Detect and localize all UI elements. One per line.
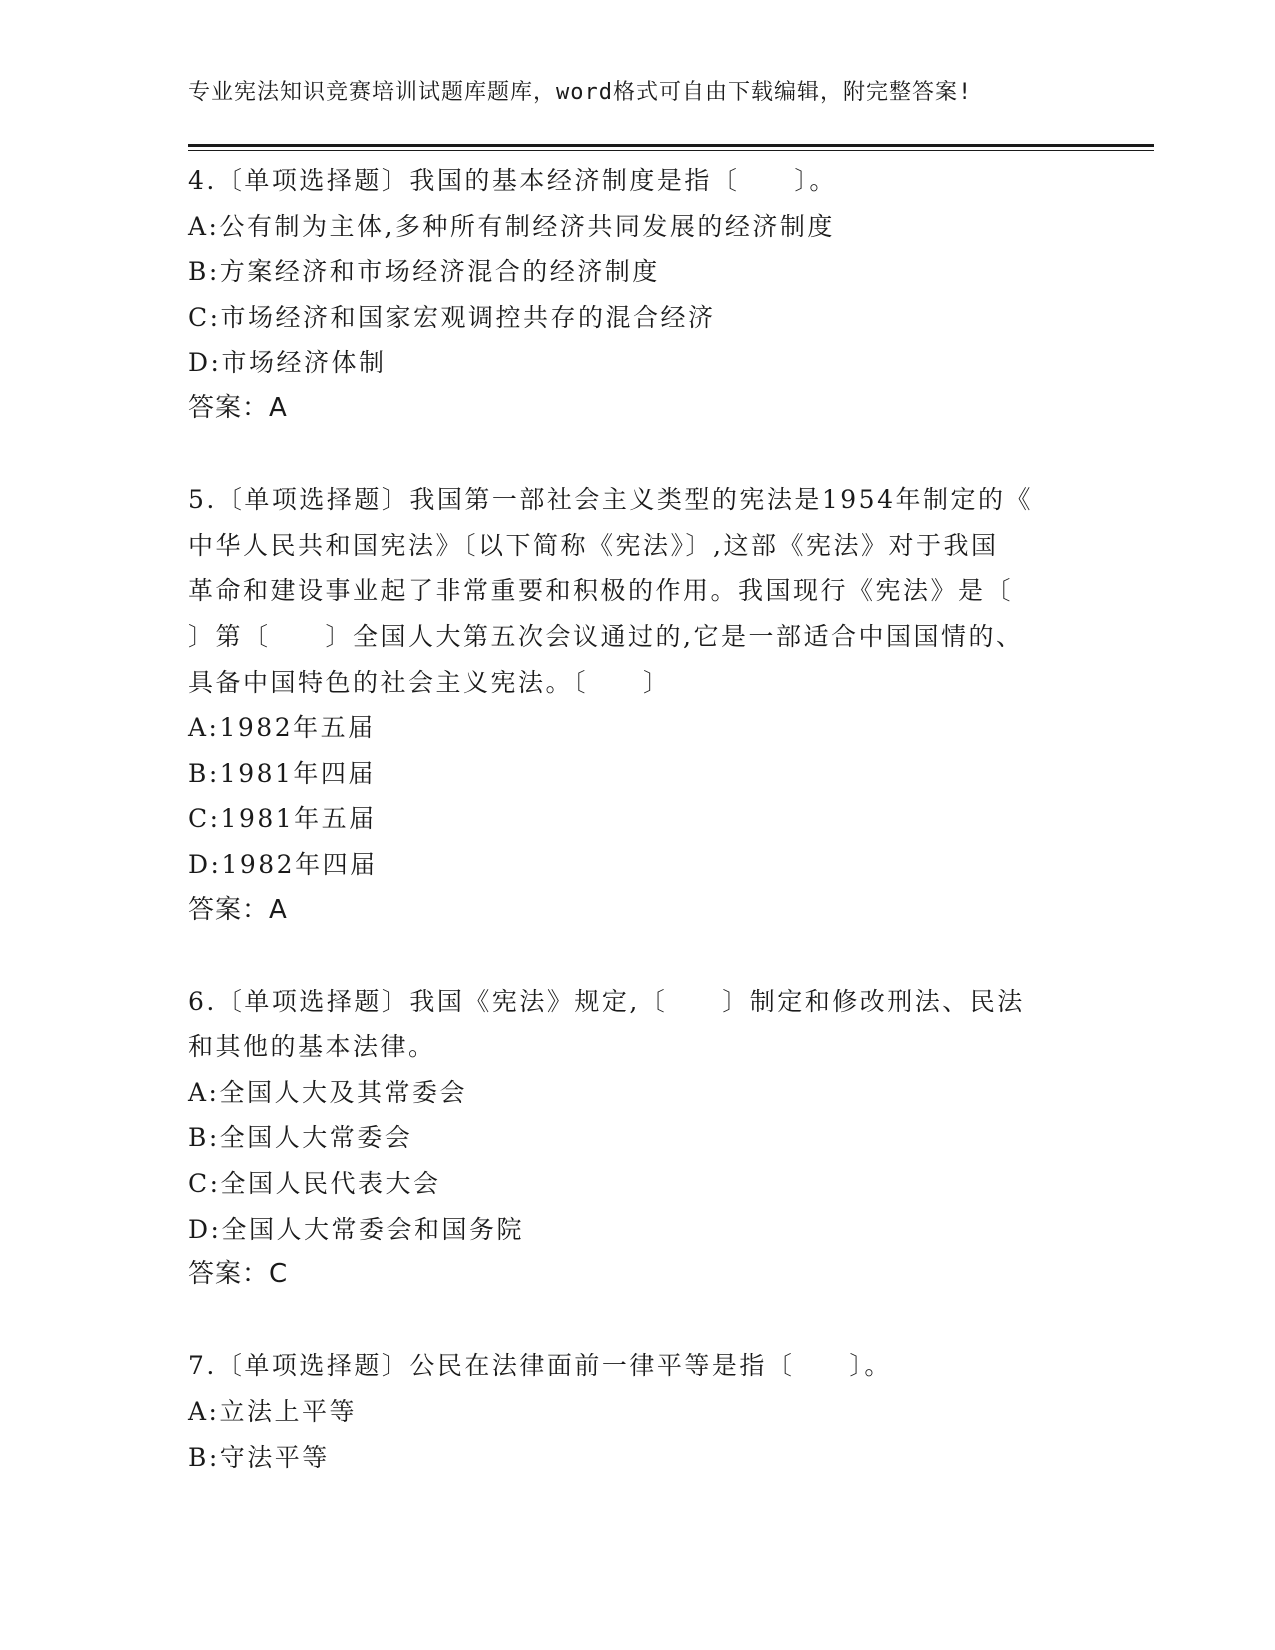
question-stem-line: 革命和建设事业起了非常重要和积极的作用。我国现行《宪法》是〔 — [188, 576, 1014, 606]
question-stem-line: 〕第〔 〕全国人大第五次会议通过的,它是一部适合中国国情的、 — [188, 621, 1024, 651]
option-d: D:1982年四届 — [188, 849, 378, 879]
option-b: B:方案经济和市场经济混合的经济制度 — [188, 257, 660, 287]
answer-line: 答案：A — [188, 894, 288, 925]
question-stem-line: 7.〔单项选择题〕公民在法律面前一律平等是指〔 〕。 — [188, 1351, 892, 1381]
option-b: B:守法平等 — [188, 1442, 330, 1472]
option-a: A:全国人大及其常委会 — [188, 1077, 467, 1107]
question-stem-line: 4.〔单项选择题〕我国的基本经济制度是指〔 〕。 — [188, 166, 837, 195]
option-b: B:全国人大常委会 — [188, 1123, 413, 1153]
question-stem-line: 和其他的基本法律。 — [188, 1032, 436, 1062]
option-d: D:全国人大常委会和国务院 — [188, 1214, 524, 1244]
option-a: A:立法上平等 — [188, 1397, 357, 1427]
question-spacer — [188, 933, 1088, 979]
question-block — [188, 158, 1088, 432]
header-divider-thin — [188, 150, 1154, 151]
question-stem-line: 5.〔单项选择题〕我国第一部社会主义类型的宪法是1954年制定的《 — [188, 485, 1033, 515]
option-d: D:市场经济体制 — [188, 348, 387, 378]
question-block — [188, 979, 1088, 1298]
header-divider-thick — [188, 144, 1154, 147]
answer-line: 答案：A — [188, 392, 288, 423]
answer-line: 答案：C — [188, 1259, 289, 1290]
option-c: C:市场经济和国家宏观调控共存的混合经济 — [188, 302, 716, 332]
option-c: C:1981年五届 — [188, 804, 377, 834]
question-block — [188, 1343, 1088, 1480]
option-b: B:1981年四届 — [188, 758, 376, 788]
page-header: 专业宪法知识竞赛培训试题库题库，word格式可自由下载编辑，附完整答案! — [188, 80, 973, 105]
question-stem-line: 具备中国特色的社会主义宪法。〔 〕 — [188, 667, 671, 697]
option-c: C:全国人民代表大会 — [188, 1169, 441, 1199]
question-stem-line: 6.〔单项选择题〕我国《宪法》规定,〔 〕制定和修改刑法、民法 — [188, 986, 1025, 1016]
option-a: A:1982年五届 — [188, 713, 376, 743]
option-a: A:公有制为主体,多种所有制经济共同发展的经济制度 — [188, 211, 835, 241]
question-list — [188, 158, 1088, 1480]
question-spacer — [188, 432, 1088, 478]
question-stem-line: 中华人民共和国宪法》〔以下简称《宪法》〕,这部《宪法》对于我国 — [188, 530, 999, 560]
question-spacer — [188, 1298, 1088, 1344]
question-block — [188, 477, 1088, 933]
